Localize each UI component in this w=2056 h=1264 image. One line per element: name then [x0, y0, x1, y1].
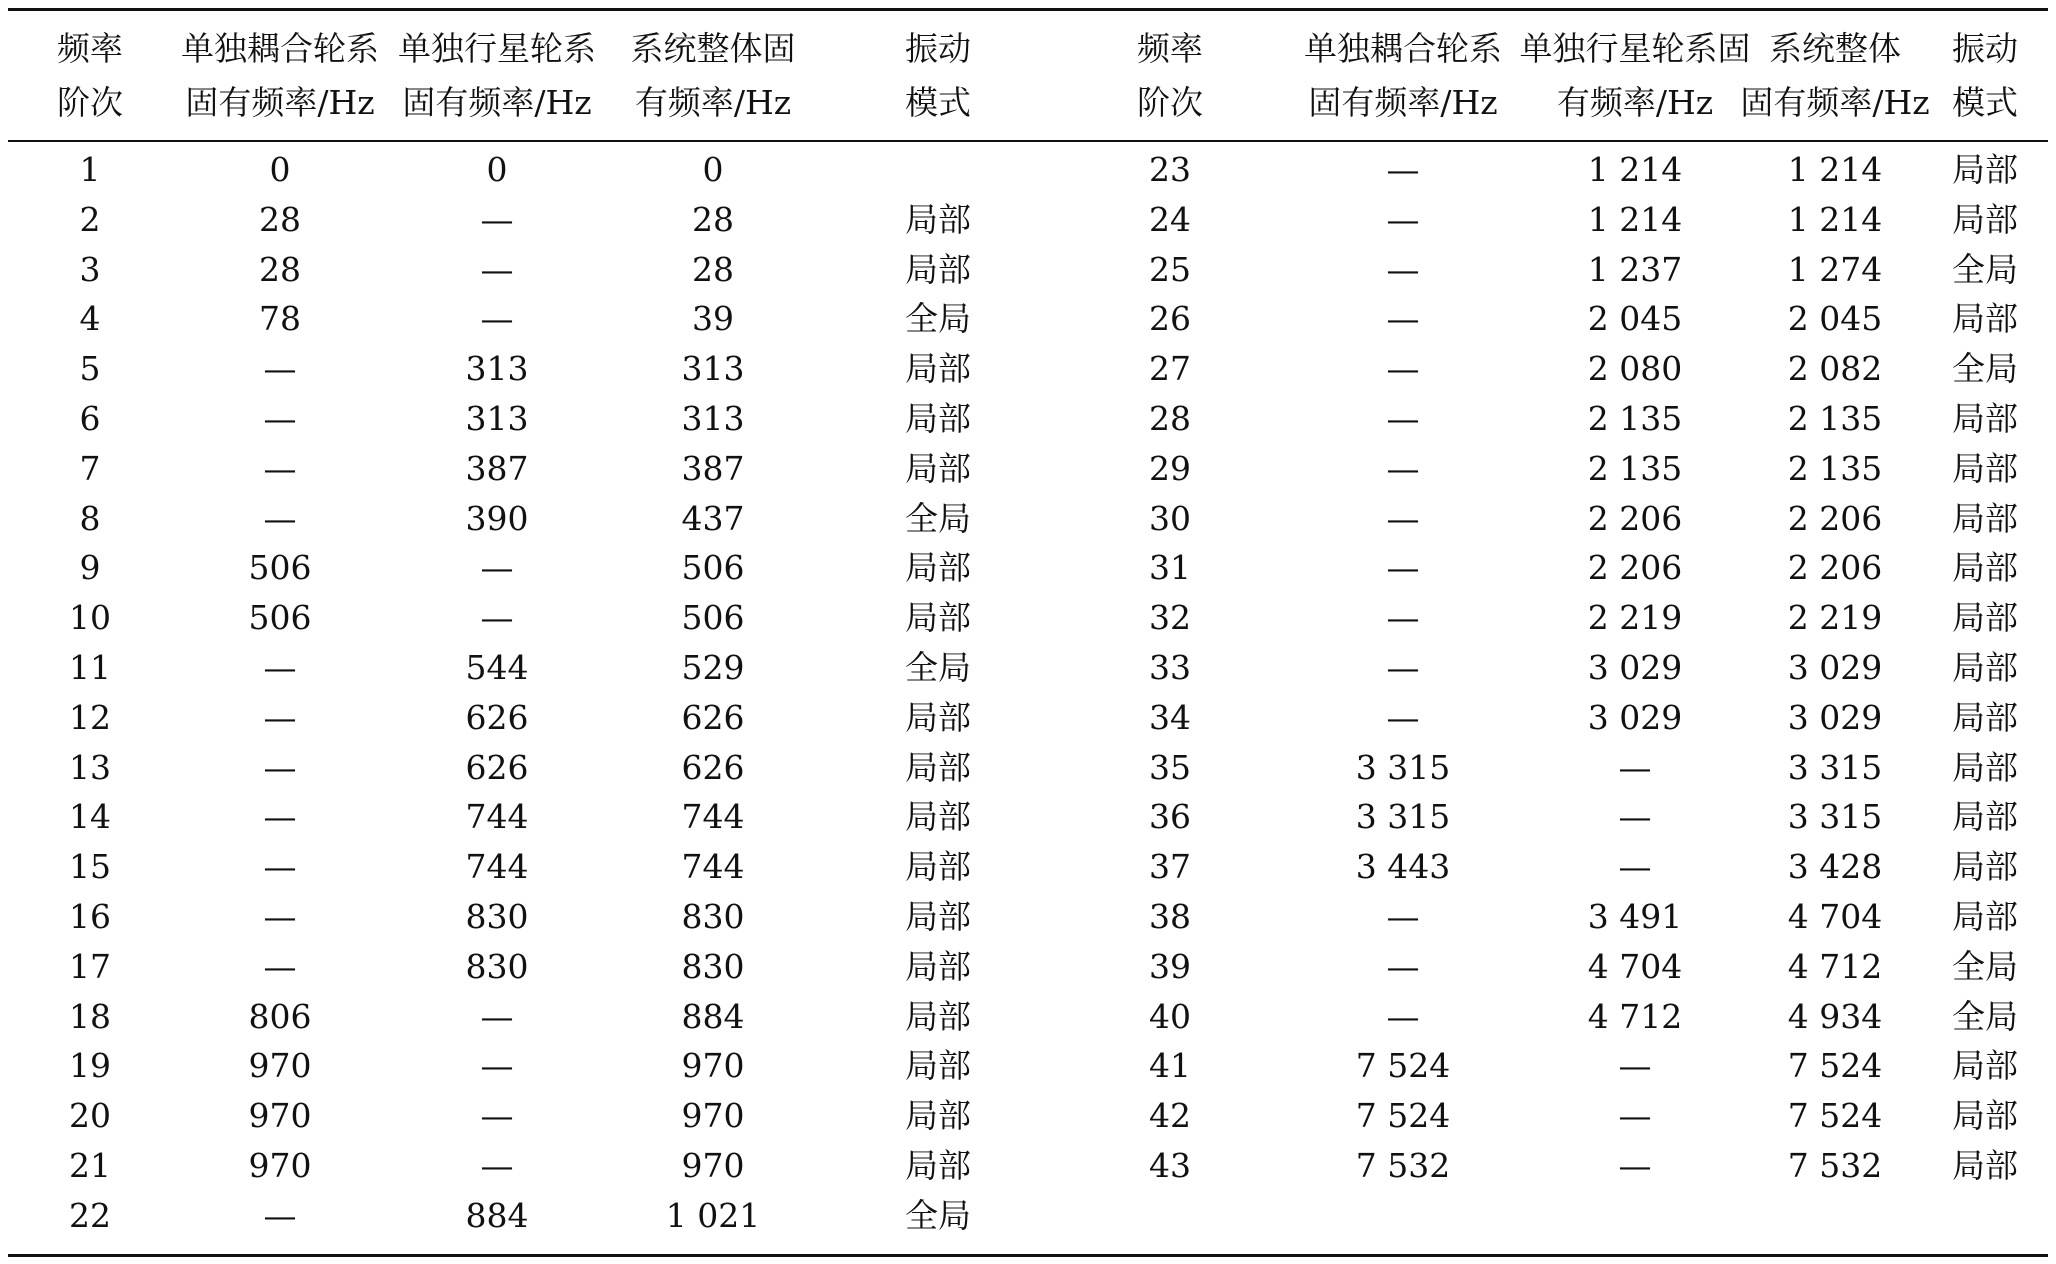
- table-cell: 970: [248, 1046, 312, 1086]
- table-cell: —: [263, 847, 297, 887]
- header-cell: 阶次: [57, 83, 123, 122]
- table-cell: 22: [69, 1195, 111, 1235]
- table-cell: 3 029: [1587, 648, 1683, 687]
- table-cell: 全局: [1952, 349, 2018, 389]
- table-cell: 2 080: [1587, 349, 1683, 389]
- table-cell: 13: [69, 747, 111, 787]
- table-cell: 7 524: [1355, 1096, 1451, 1136]
- table-cell: 局部: [905, 1096, 971, 1136]
- table-cell: 局部: [905, 448, 971, 488]
- table-cell: 35: [1149, 747, 1191, 787]
- table-row: [0, 1148, 2056, 1198]
- table-cell: 3 443: [1355, 847, 1451, 887]
- table-cell: 2 206: [1587, 548, 1683, 588]
- table-cell: 7 524: [1355, 1046, 1451, 1086]
- table-cell: —: [263, 448, 297, 488]
- table-cell: 局部: [1952, 847, 2018, 887]
- table-row: [0, 401, 2056, 451]
- table-cell: 17: [69, 946, 111, 986]
- table-row: [0, 1195, 2056, 1248]
- table-cell: 局部: [905, 399, 971, 438]
- table-cell: 1 214: [1787, 150, 1883, 189]
- table-cell: 40: [1149, 996, 1191, 1036]
- table-cell: 30: [1149, 498, 1191, 538]
- table-cell: 3 315: [1355, 797, 1451, 837]
- table-cell: 744: [681, 847, 745, 887]
- table-cell: —: [1386, 299, 1420, 339]
- table-cell: 28: [692, 249, 734, 289]
- table-cell: —: [480, 598, 514, 638]
- table-header-rule: [8, 140, 2048, 142]
- table-cell: 全局: [905, 1195, 971, 1235]
- table-cell: 11: [69, 648, 111, 687]
- table-cell: —: [1386, 897, 1420, 936]
- table-cell: —: [1386, 697, 1420, 737]
- table-cell: 43: [1149, 1146, 1191, 1185]
- table-row: [0, 747, 2056, 800]
- table-cell: 529: [681, 648, 745, 687]
- table-cell: 21: [69, 1146, 111, 1185]
- table-cell: 29: [1149, 448, 1191, 488]
- table-cell: —: [480, 1096, 514, 1136]
- table-cell: —: [1386, 199, 1420, 239]
- table-cell: 局部: [905, 847, 971, 887]
- table-row: [0, 600, 2056, 650]
- table-cell: 34: [1149, 697, 1191, 737]
- table-cell: 387: [465, 448, 529, 488]
- table-cell: 15: [69, 847, 111, 887]
- table-cell: 局部: [1952, 897, 2018, 936]
- table-cell: —: [263, 1195, 297, 1235]
- table-cell: 36: [1149, 797, 1191, 837]
- table-cell: —: [1386, 150, 1420, 189]
- table-cell: 3 491: [1587, 897, 1683, 936]
- table-cell: 局部: [905, 1046, 971, 1086]
- table-cell: 2 045: [1787, 299, 1883, 339]
- table-cell: 7 532: [1787, 1146, 1883, 1185]
- header-cell: 固有频率/Hz: [1740, 83, 1930, 122]
- table-cell: 42: [1149, 1096, 1191, 1136]
- table-row: [0, 152, 2056, 202]
- table-cell: —: [1618, 797, 1652, 837]
- table-cell: —: [1618, 747, 1652, 787]
- table-cell: 3 029: [1787, 648, 1883, 687]
- table-cell: 4 704: [1587, 946, 1683, 986]
- header-cell: 单独行星轮系: [398, 29, 596, 68]
- table-cell: 39: [692, 299, 734, 339]
- table-cell: 10: [69, 598, 111, 638]
- table-cell: 局部: [905, 946, 971, 986]
- table-cell: 局部: [1952, 697, 2018, 737]
- table-cell: 28: [1149, 399, 1191, 438]
- table-cell: 39: [1149, 946, 1191, 986]
- table-cell: 506: [681, 548, 745, 588]
- table-cell: 744: [465, 847, 529, 887]
- table-cell: 41: [1149, 1046, 1191, 1086]
- table-cell: 1 214: [1787, 199, 1883, 239]
- table-cell: 2 219: [1787, 598, 1883, 638]
- table-cell: 38: [1149, 897, 1191, 936]
- table-cell: 2 135: [1587, 448, 1683, 488]
- table-cell: 830: [465, 946, 529, 986]
- table-row: [0, 849, 2056, 899]
- table-cell: 局部: [905, 349, 971, 389]
- table-cell: —: [263, 946, 297, 986]
- table-cell: 5: [79, 349, 101, 389]
- table-cell: 全局: [905, 498, 971, 538]
- table-cell: —: [1618, 847, 1652, 887]
- header-cell: 固有频率/Hz: [185, 83, 375, 122]
- table-cell: 2 206: [1587, 498, 1683, 538]
- table-cell: 18: [69, 996, 111, 1036]
- header-cell: 单独行星轮系固: [1519, 29, 1751, 68]
- table-cell: 884: [681, 996, 745, 1036]
- table-cell: 28: [259, 249, 301, 289]
- table-cell: 局部: [905, 996, 971, 1036]
- table-cell: 局部: [905, 797, 971, 837]
- table-bottom-rule: [8, 1254, 2048, 1257]
- header-cell: 系统整体: [1769, 29, 1901, 68]
- table-cell: 19: [69, 1046, 111, 1086]
- table-cell: 544: [465, 648, 529, 687]
- table-cell: —: [1386, 448, 1420, 488]
- table-cell: 12: [69, 697, 111, 737]
- table-cell: 4 712: [1787, 946, 1883, 986]
- table-cell: 局部: [1952, 598, 2018, 638]
- table-cell: 全局: [905, 299, 971, 339]
- table-cell: 局部: [905, 598, 971, 638]
- table-cell: 506: [248, 548, 312, 588]
- table-cell: 626: [465, 747, 529, 787]
- table-cell: 局部: [905, 1146, 971, 1185]
- table-cell: 局部: [1952, 299, 2018, 339]
- table-cell: 506: [681, 598, 745, 638]
- table-cell: 局部: [1952, 1096, 2018, 1136]
- table-cell: —: [263, 349, 297, 389]
- table-row: [0, 650, 2056, 700]
- table-row: [0, 946, 2056, 999]
- table-cell: —: [1386, 399, 1420, 438]
- table-cell: —: [263, 697, 297, 737]
- table-cell: 2 206: [1787, 498, 1883, 538]
- table-cell: 2 045: [1587, 299, 1683, 339]
- table-cell: —: [1386, 498, 1420, 538]
- table-cell: —: [480, 1146, 514, 1185]
- table-cell: 20: [69, 1096, 111, 1136]
- table-cell: 28: [259, 199, 301, 239]
- table-cell: —: [480, 299, 514, 339]
- table-cell: —: [263, 648, 297, 687]
- table-row: [0, 199, 2056, 252]
- table-cell: 全局: [1952, 946, 2018, 986]
- table-cell: 局部: [905, 747, 971, 787]
- table-cell: —: [1386, 996, 1420, 1036]
- table-cell: 7: [79, 448, 101, 488]
- table-cell: 2 206: [1787, 548, 1883, 588]
- table-row: [0, 448, 2056, 501]
- table-cell: 37: [1149, 847, 1191, 887]
- table-row: [0, 498, 2056, 551]
- table-cell: 806: [248, 996, 312, 1036]
- table-cell: 313: [465, 399, 529, 438]
- header-cell: 单独耦合轮系: [1304, 29, 1502, 68]
- table-cell: 0: [486, 150, 508, 189]
- table-row: [0, 1098, 2056, 1148]
- header-cell: 阶次: [1137, 83, 1203, 122]
- table-cell: 970: [681, 1096, 745, 1136]
- table-cell: 78: [259, 299, 301, 339]
- table-cell: 437: [681, 498, 745, 538]
- header-cell: 固有频率/Hz: [1308, 83, 1498, 122]
- header-cell: 频率: [57, 29, 123, 68]
- table-cell: 626: [681, 747, 745, 787]
- table-cell: 23: [1149, 150, 1191, 189]
- table-cell: 4: [79, 299, 101, 339]
- table-cell: 4 934: [1787, 996, 1883, 1036]
- table-cell: 1: [79, 150, 101, 189]
- table-cell: 全局: [1952, 996, 2018, 1036]
- header-cell: 有频率/Hz: [634, 83, 792, 122]
- table-cell: 局部: [1952, 498, 2018, 538]
- table-cell: 1 021: [665, 1195, 761, 1235]
- table-cell: 970: [681, 1146, 745, 1185]
- table-cell: —: [480, 249, 514, 289]
- table-cell: 局部: [1952, 548, 2018, 588]
- table-cell: 0: [702, 150, 724, 189]
- table-cell: 744: [681, 797, 745, 837]
- table-cell: 1 237: [1587, 249, 1683, 289]
- table-cell: 884: [465, 1195, 529, 1235]
- table-cell: 1 274: [1787, 249, 1883, 289]
- table-cell: 局部: [1952, 199, 2018, 239]
- table-cell: —: [1618, 1046, 1652, 1086]
- table-cell: 局部: [1952, 797, 2018, 837]
- header-cell: 模式: [1952, 83, 2018, 122]
- header-cell: 单独耦合轮系: [181, 29, 379, 68]
- table-cell: 3 315: [1787, 797, 1883, 837]
- table-cell: 3 029: [1587, 697, 1683, 737]
- table-row: [0, 301, 2056, 351]
- table-cell: 7 524: [1787, 1096, 1883, 1136]
- table-cell: 全局: [1952, 249, 2018, 289]
- table-cell: 局部: [1952, 399, 2018, 438]
- table-cell: —: [1386, 349, 1420, 389]
- table-cell: 3 029: [1787, 697, 1883, 737]
- table-cell: 局部: [905, 548, 971, 588]
- table-row: [0, 249, 2056, 302]
- table-cell: —: [1386, 946, 1420, 986]
- table-row: [0, 1048, 2056, 1098]
- table-cell: 8: [79, 498, 101, 538]
- table-cell: 970: [248, 1146, 312, 1185]
- header-cell: 固有频率/Hz: [402, 83, 592, 122]
- table-cell: —: [1386, 249, 1420, 289]
- table-cell: 1 214: [1587, 199, 1683, 239]
- table-cell: 970: [248, 1096, 312, 1136]
- table-cell: 313: [681, 399, 745, 438]
- table-cell: 970: [681, 1046, 745, 1086]
- table-cell: 2 135: [1587, 399, 1683, 438]
- table-cell: 506: [248, 598, 312, 638]
- table-cell: 3 428: [1787, 847, 1883, 887]
- table-cell: 局部: [905, 249, 971, 289]
- table-cell: —: [263, 797, 297, 837]
- table-cell: 626: [681, 697, 745, 737]
- table-cell: 6: [79, 399, 101, 438]
- table-cell: 局部: [1952, 448, 2018, 488]
- table-cell: —: [480, 996, 514, 1036]
- table-cell: —: [263, 897, 297, 936]
- table-cell: 27: [1149, 349, 1191, 389]
- table-cell: 局部: [1952, 1046, 2018, 1086]
- table-cell: 局部: [1952, 150, 2018, 189]
- table-cell: 28: [692, 199, 734, 239]
- table-cell: 全局: [905, 648, 971, 687]
- table-cell: 局部: [1952, 648, 2018, 687]
- table-cell: —: [1386, 648, 1420, 687]
- table-cell: 2 219: [1587, 598, 1683, 638]
- table-cell: 313: [681, 349, 745, 389]
- table-cell: 830: [681, 946, 745, 986]
- table-cell: 7 532: [1355, 1146, 1451, 1185]
- header-cell: 有频率/Hz: [1556, 83, 1714, 122]
- table-cell: —: [263, 747, 297, 787]
- table-cell: 4 704: [1787, 897, 1883, 936]
- table-cell: 830: [465, 897, 529, 936]
- table-cell: 390: [465, 498, 529, 538]
- table-cell: 9: [79, 548, 101, 588]
- table-cell: 1 214: [1587, 150, 1683, 189]
- table-cell: 3: [79, 249, 101, 289]
- table-cell: 局部: [905, 697, 971, 737]
- table-cell: 3 315: [1787, 747, 1883, 787]
- table-cell: 7 524: [1787, 1046, 1883, 1086]
- table-cell: 24: [1149, 199, 1191, 239]
- table-cell: 4 712: [1587, 996, 1683, 1036]
- table-cell: 局部: [1952, 747, 2018, 787]
- table-cell: 744: [465, 797, 529, 837]
- table-cell: 26: [1149, 299, 1191, 339]
- table-row: [0, 899, 2056, 949]
- table-cell: 830: [681, 897, 745, 936]
- table-cell: 2 135: [1787, 448, 1883, 488]
- table-cell: 32: [1149, 598, 1191, 638]
- table-cell: 2 135: [1787, 399, 1883, 438]
- table-cell: 2 082: [1787, 349, 1883, 389]
- table-cell: 局部: [905, 199, 971, 239]
- table-cell: —: [1618, 1146, 1652, 1185]
- table-cell: 16: [69, 897, 111, 936]
- table-cell: —: [1618, 1096, 1652, 1136]
- table-cell: 313: [465, 349, 529, 389]
- table-cell: —: [480, 1046, 514, 1086]
- table-cell: 局部: [905, 897, 971, 936]
- table-cell: —: [480, 199, 514, 239]
- table-cell: 31: [1149, 548, 1191, 588]
- table-row: [0, 697, 2056, 750]
- table-cell: —: [1386, 548, 1420, 588]
- table-cell: 3 315: [1355, 747, 1451, 787]
- header-cell: 模式: [905, 83, 971, 122]
- table-row: [0, 996, 2056, 1049]
- table-cell: 2: [79, 199, 101, 239]
- header-cell: 振动: [905, 29, 971, 68]
- header-cell: 系统整体固: [630, 29, 796, 68]
- table-cell: 387: [681, 448, 745, 488]
- header-cell: 振动: [1952, 29, 2018, 68]
- table-row: [0, 550, 2056, 600]
- table-cell: —: [480, 548, 514, 588]
- table-cell: 局部: [1952, 1146, 2018, 1185]
- table-cell: 626: [465, 697, 529, 737]
- table-cell: 25: [1149, 249, 1191, 289]
- table-row: [0, 351, 2056, 401]
- header-cell: 频率: [1137, 29, 1203, 68]
- table-cell: 33: [1149, 648, 1191, 687]
- table-cell: —: [263, 399, 297, 438]
- table-cell: —: [263, 498, 297, 538]
- table-cell: 0: [269, 150, 291, 189]
- table-cell: 14: [69, 797, 111, 837]
- table-cell: —: [1386, 598, 1420, 638]
- table-row: [0, 799, 2056, 849]
- table-top-rule: [8, 8, 2048, 11]
